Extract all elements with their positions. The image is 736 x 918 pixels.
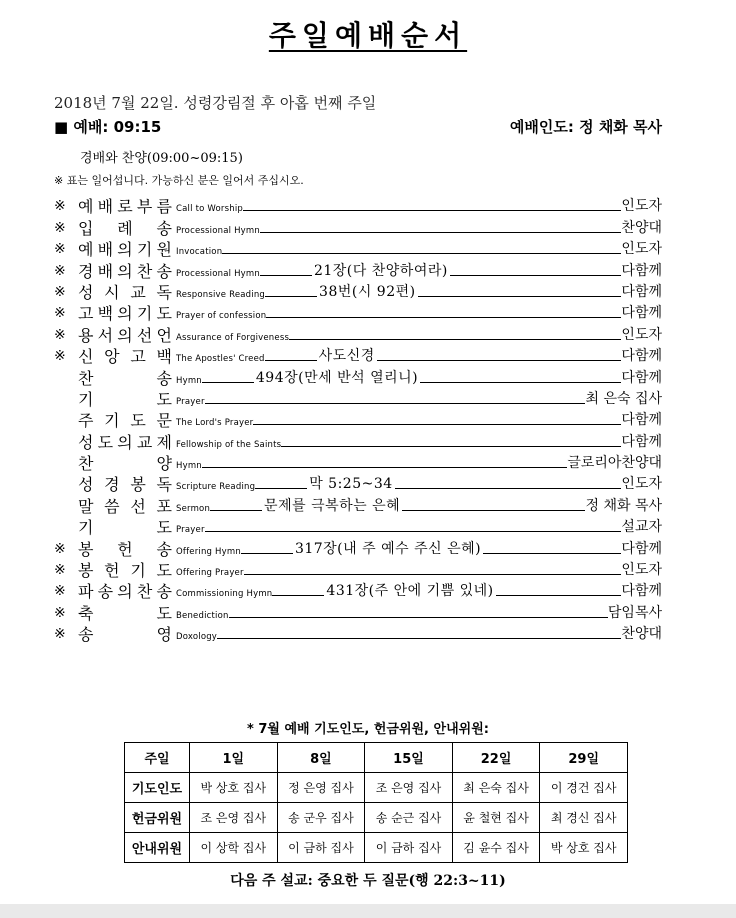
roster-cell: 이 경건 집사 [540, 773, 628, 803]
order-item [54, 217, 662, 238]
order-item [54, 346, 662, 367]
order-item-person: 다함께 [621, 262, 662, 279]
roster-row-label: 기도인도 [125, 773, 190, 803]
leader-line [266, 317, 621, 318]
leader-line [420, 382, 621, 383]
order-item [54, 517, 662, 538]
order-item [54, 303, 662, 324]
standing-mark: ※ [54, 348, 66, 365]
order-of-service [54, 196, 662, 645]
order-item-person: 담임목사 [607, 604, 662, 621]
leader-line [260, 232, 621, 233]
order-item-korean: 찬 송 [78, 368, 172, 388]
standing-mark: ※ [54, 262, 66, 279]
standing-mark: ※ [54, 626, 66, 643]
worship-leader: 예배인도: 정 채화 목사 [509, 118, 662, 136]
order-item [54, 367, 662, 388]
roster-row [125, 803, 628, 833]
leader-line [265, 360, 317, 361]
leader-line [272, 595, 324, 596]
page-title [0, 14, 736, 54]
standing-mark: ※ [54, 241, 66, 258]
order-item [54, 410, 662, 431]
order-item-english: Doxology [176, 632, 218, 643]
order-item-english: Hymn [176, 461, 202, 472]
order-item-person: 다함께 [621, 305, 662, 322]
roster-cell: 박 상호 집사 [190, 773, 278, 803]
order-item-korean: 신 앙 고 백 [78, 347, 172, 367]
leader-line [241, 553, 293, 554]
roster-cell: 이 금하 집사 [365, 833, 453, 863]
order-item-person: 인도자 [621, 562, 662, 579]
leader-line [377, 360, 622, 361]
order-item-english: The Lord's Prayer [176, 418, 254, 429]
order-item [54, 560, 662, 581]
standing-mark: ※ [54, 305, 66, 322]
order-item-person: 최 은숙 집사 [585, 390, 662, 407]
order-item-person: 다함께 [621, 348, 662, 365]
roster-cell: 정 은영 집사 [277, 773, 365, 803]
roster-header-cell: 22일 [452, 743, 540, 773]
standing-notice: ※ 표는 일어섭니다. 가능하신 분은 일어서 주십시오. [54, 174, 304, 187]
order-item-korean: 성 시 교 독 [78, 282, 172, 302]
order-item-person: 인도자 [621, 326, 662, 343]
leader-line [496, 595, 622, 596]
order-item-english: Hymn [176, 375, 202, 386]
order-item-english: Offering Prayer [176, 568, 244, 579]
leader-line [395, 488, 622, 489]
next-week-sermon: 다음 주 설교: 중요한 두 질문(행 22:3~11) [230, 873, 506, 889]
leader-line [255, 488, 307, 489]
order-item-person: 다함께 [621, 369, 662, 386]
leader-line [483, 553, 621, 554]
roster-header-cell: 29일 [540, 743, 628, 773]
leader-line [450, 275, 622, 276]
order-item-detail: 317장(내 주 예수 주신 은혜) [294, 540, 482, 557]
order-item-english: Prayer of confession [176, 311, 267, 322]
roster-body [125, 773, 628, 863]
roster-row [125, 773, 628, 803]
order-item-detail: 막 5:25~34 [309, 476, 393, 493]
roster-cell: 조 은영 집사 [190, 803, 278, 833]
order-item-korean: 봉 헌 기 도 [78, 561, 172, 581]
standing-mark: ※ [54, 604, 66, 621]
leader-line [253, 424, 621, 425]
order-item-person: 다함께 [621, 583, 662, 600]
order-item-english: Processional Hymn [176, 225, 260, 236]
roster-cell: 최 은숙 집사 [452, 773, 540, 803]
order-item-person: 인도자 [621, 198, 662, 215]
order-item-person: 정 채화 목사 [585, 497, 662, 514]
leader-line [202, 382, 254, 383]
leader-line [205, 403, 586, 404]
order-item [54, 431, 662, 452]
standing-mark: ※ [54, 583, 66, 600]
viewer-bottom-bar [0, 904, 736, 918]
leader-line [229, 617, 608, 618]
order-item [54, 602, 662, 623]
standing-mark: ※ [54, 540, 66, 557]
order-item-korean: 기 도 [78, 518, 172, 538]
order-item-english: Prayer [176, 525, 205, 536]
service-time: ■ 예배: 09:15 [54, 118, 162, 136]
roster-cell: 조 은영 집사 [365, 773, 453, 803]
roster-cell: 윤 철현 집사 [452, 803, 540, 833]
order-item-person: 인도자 [621, 241, 662, 258]
order-item [54, 282, 662, 303]
order-item-korean: 말 씀 선 포 [78, 496, 172, 516]
order-item-detail: 494장(만세 반석 열리니) [255, 369, 419, 386]
order-item-korean: 고 백 의 기 도 [78, 304, 172, 324]
order-item-korean: 파 송 의 찬 송 [78, 582, 172, 602]
order-item-korean: 경 배 의 찬 송 [78, 261, 172, 281]
order-item-person: 다함께 [621, 433, 662, 450]
roster-cell: 최 경신 집사 [540, 803, 628, 833]
order-item-person: 찬양대 [621, 626, 662, 643]
order-item-detail: 38번(시 92편) [319, 283, 416, 300]
order-item [54, 581, 662, 602]
order-item-person: 다함께 [621, 540, 662, 557]
order-item-english: Assurance of Forgiveness [176, 332, 290, 343]
roster-header-cell: 주일 [125, 743, 190, 773]
roster-cell: 송 순근 집사 [365, 803, 453, 833]
order-item-english: Scripture Reading [176, 482, 256, 493]
leader-line [260, 275, 312, 276]
order-item-person: 다함께 [621, 412, 662, 429]
order-item [54, 196, 662, 217]
roster-cell: 이 상학 집사 [190, 833, 278, 863]
order-item-english: Processional Hymn [176, 268, 260, 279]
roster-cell: 이 금하 집사 [277, 833, 365, 863]
order-item [54, 495, 662, 516]
order-item-person: 다함께 [621, 283, 662, 300]
leader-line [217, 638, 621, 639]
order-item-korean: 찬 양 [78, 454, 172, 474]
order-item-korean: 봉 헌 송 [78, 539, 172, 559]
roster-header-row [125, 743, 628, 773]
leader-line [281, 446, 621, 447]
order-item-korean: 성 도 의 교 제 [78, 432, 172, 452]
order-item-detail: 사도신경 [318, 348, 375, 365]
leader-line [222, 253, 621, 254]
order-item-english: Sermon [176, 503, 211, 514]
leader-line [210, 510, 262, 511]
standing-mark: ※ [54, 283, 66, 300]
leader-line [202, 467, 567, 468]
order-item-english: Fellowship of the Saints [176, 439, 282, 450]
leader-line [244, 574, 622, 575]
roster-cell: 김 윤수 집사 [452, 833, 540, 863]
leader-line [243, 210, 621, 211]
order-item [54, 453, 662, 474]
order-item-english: Benediction [176, 610, 229, 621]
order-item-person: 찬양대 [621, 219, 662, 236]
leader-line [418, 296, 622, 297]
order-item [54, 624, 662, 645]
roster-table [124, 742, 628, 863]
roster-title: * 7월 예배 기도인도, 헌금위원, 안내위원: [247, 722, 489, 737]
order-item [54, 260, 662, 281]
page-title-text: 주일예배순서 [268, 19, 468, 52]
order-item-detail: 431장(주 안에 기쁨 있네) [326, 583, 494, 600]
standing-mark: ※ [54, 198, 66, 215]
order-item-korean: 용 서 의 선 언 [78, 325, 172, 345]
standing-mark: ※ [54, 562, 66, 579]
order-item [54, 389, 662, 410]
order-item [54, 538, 662, 559]
order-item-korean: 축 도 [78, 603, 172, 623]
roster-header-cell: 15일 [365, 743, 453, 773]
order-item-english: Commissioning Hymn [176, 589, 273, 600]
order-item-korean: 송 영 [78, 625, 172, 645]
date-line: 2018년 7월 22일. 성령강림절 후 아홉 번째 주일 [54, 94, 377, 112]
roster-header-cell: 8일 [277, 743, 365, 773]
roster-row [125, 833, 628, 863]
order-item-korean: 주 기 도 문 [78, 411, 172, 431]
order-item-person: 인도자 [621, 476, 662, 493]
order-item [54, 324, 662, 345]
order-item-english: Offering Hymn [176, 546, 241, 557]
order-item-korean: 기 도 [78, 389, 172, 409]
order-item-korean: 예 배 의 기 원 [78, 240, 172, 260]
order-item-english: Call to Worship [176, 204, 243, 215]
roster-row-label: 안내위원 [125, 833, 190, 863]
roster-cell: 송 군우 집사 [277, 803, 365, 833]
order-item-person: 글로리아찬양대 [567, 455, 662, 472]
praise-time: 경배와 찬양(09:00~09:15) [80, 151, 243, 166]
order-item-korean: 입 례 송 [78, 218, 172, 238]
roster-header-cell: 1일 [190, 743, 278, 773]
order-item-person: 설교자 [621, 519, 662, 536]
order-item [54, 474, 662, 495]
order-item-korean: 성 경 봉 독 [78, 475, 172, 495]
standing-mark: ※ [54, 326, 66, 343]
order-item [54, 239, 662, 260]
leader-line [205, 531, 622, 532]
leader-line [289, 339, 621, 340]
order-item-english: Prayer [176, 396, 205, 407]
standing-mark: ※ [54, 219, 66, 236]
order-item-detail: 문제를 극복하는 은혜 [264, 497, 401, 514]
order-item-english: Responsive Reading [176, 289, 266, 300]
leader-line [402, 510, 585, 511]
order-item-english: Invocation [176, 247, 223, 258]
order-item-detail: 21장(다 찬양하여라) [313, 262, 448, 279]
order-item-korean: 예 배 로 부 름 [78, 197, 172, 217]
roster-cell: 박 상호 집사 [540, 833, 628, 863]
order-item-english: The Apostles' Creed [176, 354, 265, 365]
leader-line [265, 296, 317, 297]
roster-row-label: 헌금위원 [125, 803, 190, 833]
